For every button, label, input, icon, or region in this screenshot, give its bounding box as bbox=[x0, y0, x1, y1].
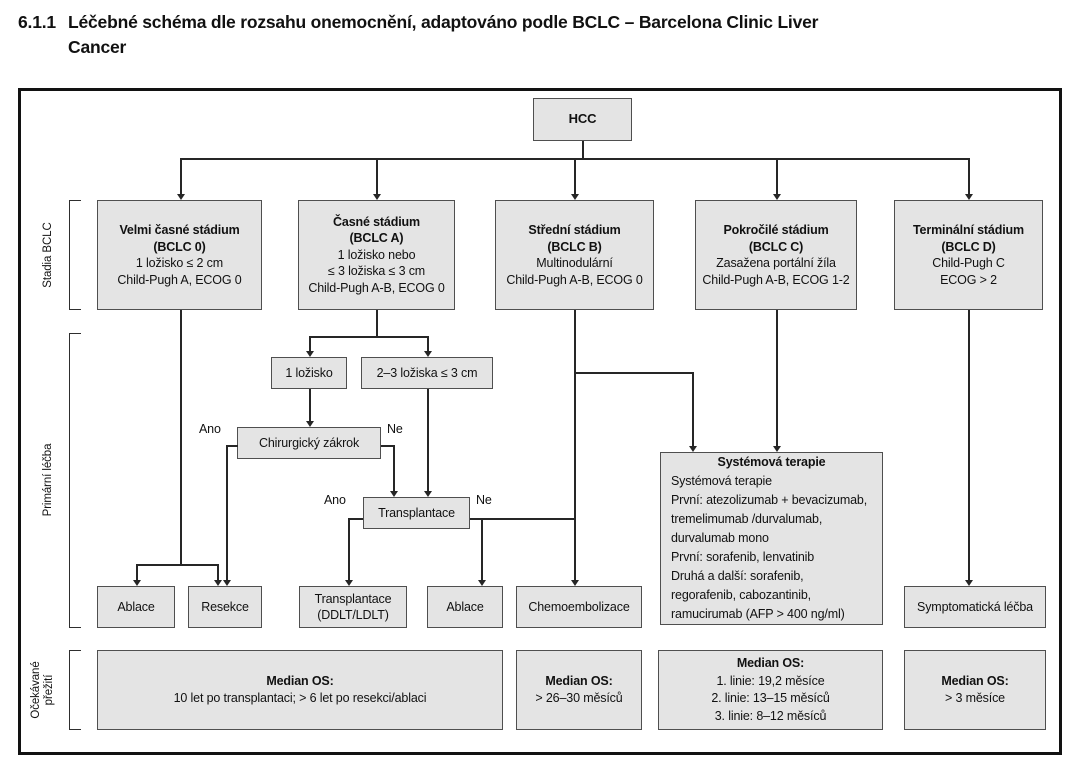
bracket-stages bbox=[69, 200, 81, 310]
side-label-survival-line1: Očekávané bbox=[30, 661, 42, 719]
stage-subtitle: (BCLC D) bbox=[941, 239, 996, 254]
survival-box-advanced bbox=[658, 650, 883, 730]
connector-bclcb-down bbox=[574, 310, 576, 581]
survival-line: 1. linie: 19,2 měsíce bbox=[716, 673, 825, 688]
connector-bclcb-branch-v bbox=[692, 372, 694, 447]
stage-title: Velmi časné stádium bbox=[119, 223, 240, 237]
treatment-transplant-ddlt-ldlt bbox=[299, 586, 407, 628]
decision-surgery bbox=[237, 427, 381, 459]
treatment-ablace-1 bbox=[97, 586, 175, 628]
connector-bclca-down bbox=[376, 310, 378, 337]
stage-box-bclc-c bbox=[695, 200, 857, 310]
connector-to-resekce bbox=[217, 564, 219, 581]
connector-surgery-yes-v bbox=[226, 445, 228, 581]
treatment-label: Chemoembolizace bbox=[528, 599, 630, 614]
connector-transplant-no-ablace bbox=[481, 518, 483, 581]
treatment-label: Ablace bbox=[446, 599, 484, 614]
systemic-line: Systémová terapie bbox=[671, 474, 772, 488]
treatment-symptomatic bbox=[904, 586, 1046, 628]
connector-bclcb-branch-h bbox=[574, 372, 694, 374]
decision-one-lesion bbox=[271, 357, 347, 389]
survival-title: Median OS: bbox=[266, 673, 334, 688]
systemic-line: ramucirumab (AFP > 400 ng/ml) bbox=[671, 607, 845, 621]
stage-line: ECOG > 2 bbox=[940, 272, 997, 287]
node-hcc-label: HCC bbox=[568, 111, 597, 127]
page-title bbox=[18, 10, 1058, 60]
treatment-chemoembolization bbox=[516, 586, 642, 628]
connector-lesions-to-transplant bbox=[427, 389, 429, 492]
node-systemic-therapy bbox=[660, 452, 883, 625]
bracket-expected-survival bbox=[69, 650, 81, 730]
survival-title: Median OS: bbox=[941, 673, 1009, 688]
systemic-line: regorafenib, cabozantinib, bbox=[671, 588, 811, 602]
section-number: 6.1.1 bbox=[18, 12, 56, 32]
systemic-line: durvalumab mono bbox=[671, 531, 769, 545]
stage-line: Child-Pugh A-B, ECOG 1-2 bbox=[702, 272, 850, 287]
bracket-primary-treatment bbox=[69, 333, 81, 628]
stage-subtitle: (BCLC A) bbox=[349, 231, 404, 246]
connector-col1-stem bbox=[180, 158, 182, 195]
stage-box-bclc-a bbox=[298, 200, 455, 310]
label-surgery-no: Ne bbox=[387, 422, 403, 436]
label-transplant-yes: Ano bbox=[324, 493, 346, 507]
stage-box-bclc-d bbox=[894, 200, 1043, 310]
survival-line: 3. linie: 8–12 měsíců bbox=[714, 708, 827, 723]
treatment-label: Resekce bbox=[201, 599, 249, 614]
label-transplant-no: Ne bbox=[476, 493, 492, 507]
survival-line: 2. linie: 13–15 měsíců bbox=[711, 691, 830, 705]
side-label-stages bbox=[38, 195, 58, 315]
stage-line: Multinodulární bbox=[536, 256, 613, 270]
systemic-line: První: sorafenib, lenvatinib bbox=[671, 550, 815, 564]
connector-transplant-yes-v bbox=[348, 518, 350, 581]
label-surgery-yes: Ano bbox=[199, 422, 221, 436]
decision-transplant-label: Transplantace bbox=[378, 505, 455, 520]
stage-line: Child-Pugh C bbox=[932, 256, 1005, 270]
stage-title: Terminální stádium bbox=[913, 223, 1024, 237]
survival-box-terminal bbox=[904, 650, 1046, 730]
connector-surgery-yes-h bbox=[226, 445, 238, 447]
connector-col5-stem bbox=[968, 158, 970, 195]
survival-line: > 3 měsíce bbox=[945, 691, 1005, 705]
stage-box-bclc-0 bbox=[97, 200, 262, 310]
survival-line: > 26–30 měsíců bbox=[535, 691, 623, 705]
stage-title: Střední stádium bbox=[528, 223, 621, 237]
treatment-label: Ablace bbox=[117, 599, 155, 614]
stage-line: Zasažena portální žíla bbox=[716, 256, 836, 270]
survival-title: Median OS: bbox=[545, 673, 613, 688]
stage-box-bclc-b bbox=[495, 200, 654, 310]
decision-two-three-lesions bbox=[361, 357, 493, 389]
stage-line: ≤ 3 ložiska ≤ 3 cm bbox=[327, 264, 426, 279]
connector-col3-stem bbox=[574, 158, 576, 195]
flowchart-frame bbox=[18, 88, 1062, 755]
stage-title: Pokročilé stádium bbox=[723, 223, 829, 237]
stage-line: 1 ložisko nebo bbox=[337, 247, 416, 262]
survival-title: Median OS: bbox=[736, 656, 805, 670]
connector-to-one-lesion bbox=[309, 336, 311, 352]
systemic-line: Druhá a další: sorafenib, bbox=[671, 569, 804, 583]
decision-one-lesion-label: 1 ložisko bbox=[285, 365, 333, 380]
stage-subtitle: (BCLC C) bbox=[748, 239, 804, 254]
treatment-resekce bbox=[188, 586, 262, 628]
connector-bclcc-down bbox=[776, 310, 778, 447]
connector-bclc0-split bbox=[136, 564, 218, 566]
side-label-stages-text: Stadia BCLC bbox=[41, 222, 54, 288]
connector-transplant-yes-h bbox=[348, 518, 363, 520]
connector-one-lesion-to-surgery bbox=[309, 389, 311, 422]
stage-subtitle: (BCLC 0) bbox=[153, 239, 206, 254]
decision-transplant bbox=[363, 497, 470, 529]
connector-surgery-no-v bbox=[393, 445, 395, 492]
systemic-line: První: atezolizumab + bevacizumab, bbox=[671, 493, 868, 507]
connector-hcc-stem bbox=[582, 141, 584, 158]
systemic-line: tremelimumab /durvalumab, bbox=[671, 512, 823, 526]
connector-to-ablace1 bbox=[136, 564, 138, 581]
stage-title: Časné stádium bbox=[333, 214, 420, 229]
connector-to-two-three-lesions bbox=[427, 336, 429, 352]
connector-col4-stem bbox=[776, 158, 778, 195]
connector-bclc0-down bbox=[180, 310, 182, 564]
connector-col2-stem bbox=[376, 158, 378, 195]
side-label-primary-treatment bbox=[38, 420, 58, 540]
decision-surgery-label: Chirurgický zákrok bbox=[258, 435, 360, 450]
decision-two-three-lesions-label: 2–3 ložiska ≤ 3 cm bbox=[376, 365, 478, 380]
survival-box-intermediate bbox=[516, 650, 642, 730]
connector-transplant-no-h bbox=[470, 518, 576, 520]
side-label-primary-text: Primární léčba bbox=[41, 443, 54, 517]
stage-line: Child-Pugh A-B, ECOG 0 bbox=[506, 272, 643, 287]
treatment-ablace-2 bbox=[427, 586, 503, 628]
title-line1: Léčebné schéma dle rozsahu onemocnění, adaptováno podle BCLC – Barcelona Clinic Liver bbox=[68, 12, 819, 32]
treatment-label: Symptomatická léčba bbox=[917, 599, 1033, 614]
title-text bbox=[68, 10, 1058, 60]
title-line2: Cancer bbox=[68, 37, 127, 57]
side-label-expected-survival bbox=[29, 630, 57, 750]
side-label-survival-line2: přežití bbox=[43, 674, 55, 706]
treatment-label: Transplantace bbox=[314, 591, 392, 606]
systemic-title: Systémová terapie bbox=[717, 455, 826, 469]
stage-subtitle: (BCLC B) bbox=[547, 239, 602, 254]
survival-line: 10 let po transplantaci; > 6 let po resekci/ablaci bbox=[173, 691, 427, 705]
stage-line: Child-Pugh A, ECOG 0 bbox=[117, 272, 242, 287]
connector-bclcd-down bbox=[968, 310, 970, 581]
connector-bclca-split bbox=[309, 336, 429, 338]
treatment-label: (DDLT/LDLT) bbox=[317, 608, 389, 622]
survival-box-early bbox=[97, 650, 503, 730]
stage-line: 1 ložisko ≤ 2 cm bbox=[135, 256, 224, 270]
stage-line: Child-Pugh A-B, ECOG 0 bbox=[308, 280, 445, 295]
node-hcc bbox=[533, 98, 632, 141]
